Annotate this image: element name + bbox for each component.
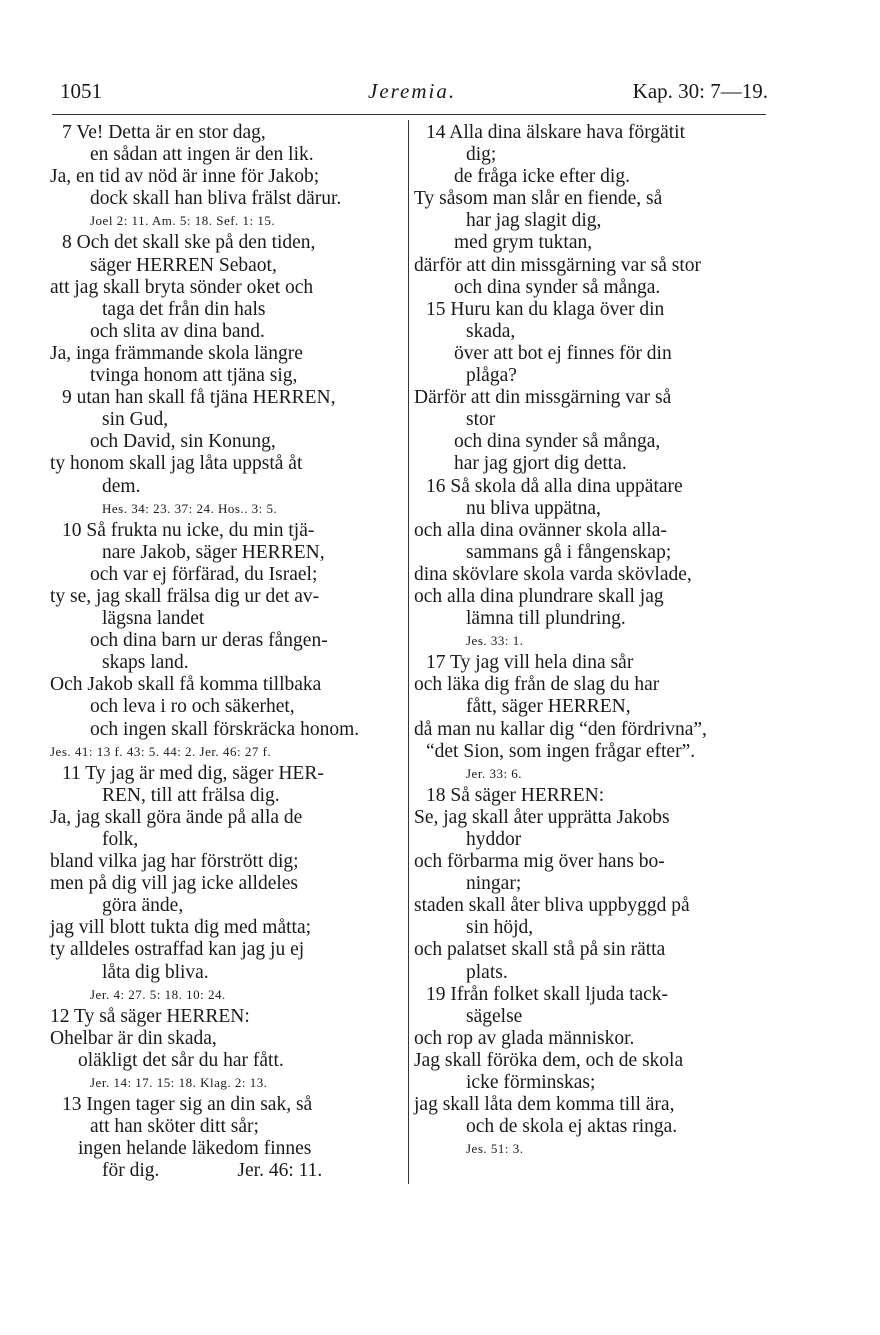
text-line: sin Gud, [102, 409, 169, 431]
text-line: Jag skall föröka dem, och de skola [414, 1049, 684, 1071]
text-line: 14 Alla dina älskare hava förgätit [426, 122, 686, 143]
text-line: dig; [466, 144, 497, 166]
text-line: plats. [466, 961, 508, 983]
text-line: göra ände, [102, 895, 184, 917]
text-line: staden skall åter bliva uppbyggd på [414, 895, 690, 917]
text-line: oläkligt det sår du har fått. [78, 1049, 284, 1071]
text-line: Ja, en tid av nöd är inne för Jakob; [50, 166, 320, 188]
text-line: Hes. 34: 23. 37: 24. Hos.. 3: 5. [102, 500, 278, 516]
text-line: Jes. 33: 1. [466, 633, 524, 649]
text-line: Ohelbar är din skada, [50, 1027, 217, 1049]
text-line: 17 Ty jag vill hela dina sår [426, 652, 634, 674]
page-number: 1051 [60, 79, 102, 103]
text-line: taga det från din hals [102, 298, 266, 320]
text-line: och palatset skall stå på sin rätta [414, 939, 666, 961]
text-line: nare Jakob, säger HERREN, [102, 541, 325, 563]
text-line: dem. [102, 475, 141, 497]
text-line: sin höjd, [466, 917, 534, 939]
text-line: därför att din missgärning var så stor [414, 254, 702, 276]
text-line: lägsna landet [102, 608, 205, 630]
text-line: lämna till plundring. [466, 608, 626, 630]
text-line: dock skall han bliva frälst därur. [90, 188, 342, 210]
text-line: 12 Ty så säger HERREN: [50, 1005, 250, 1027]
text-line: icke förminskas; [466, 1072, 596, 1094]
text-line: 8 Och det skall ske på den tiden, [62, 232, 316, 254]
text-line: en sådan att ingen är den lik. [90, 144, 314, 166]
text-line: 10 Så frukta nu icke, du min tjä- [62, 519, 315, 541]
text-line: nu bliva uppätna, [466, 497, 601, 519]
left-column [50, 122, 402, 1183]
text-line: säger HERREN Sebaot, [90, 254, 277, 276]
text-line: Joel 2: 11. Am. 5: 18. Sef. 1: 15. [90, 213, 276, 229]
text-line: då man nu kallar dig “den fördrivna”, [414, 718, 707, 740]
text-line: fått, säger HERREN, [466, 696, 631, 718]
text-line: sammans gå i fångenskap; [466, 541, 672, 563]
text-line: Jer. 14: 17. 15: 18. Klag. 2: 13. [90, 1075, 268, 1091]
text-line: 11 Ty jag är med dig, säger HER- [62, 762, 324, 784]
text-line: och dina barn ur deras fången- [90, 630, 328, 652]
text-line: för dig. Jer. 46: 11. [102, 1160, 323, 1182]
text-line: och förbarma mig över hans bo- [414, 851, 665, 873]
text-line: hyddor [466, 829, 522, 850]
text-line: låta dig bliva. [102, 961, 209, 983]
text-line: med grym tuktan, [454, 232, 593, 254]
text-line: skaps land. [102, 652, 189, 674]
text-line: Därför att din missgärning var så [414, 387, 672, 409]
text-line: 16 Så skola då alla dina uppätare [426, 475, 683, 497]
text-line: sägelse [466, 1005, 523, 1027]
text-line: dina skövlare skola varda skövlade, [414, 563, 692, 585]
text-line: stor [466, 409, 496, 431]
text-line: “det Sion, som ingen frågar efter”. [426, 740, 696, 762]
text-line: folk, [102, 829, 139, 850]
text-line: och ingen skall förskräcka honom. [90, 718, 360, 740]
text-line: Ty såsom man slår en fiende, så [414, 188, 663, 210]
text-line: jag skall låta dem komma till ära, [414, 1094, 675, 1116]
text-line: 7 Ve! Detta är en stor dag, [62, 122, 266, 143]
text-line: ty alldeles ostraffad kan jag ju ej [50, 939, 305, 961]
text-line: att han sköter ditt sår; [90, 1116, 259, 1138]
text-line: 15 Huru kan du klaga över din [426, 298, 665, 320]
text-line: skada, [466, 320, 516, 342]
text-line: och var ej förfärad, du Israel; [90, 563, 318, 585]
text-line: Ja, inga främmande skola längre [50, 342, 303, 364]
column-divider [408, 120, 409, 1184]
text-line: 13 Ingen tager sig an din sak, så [62, 1094, 313, 1116]
text-line: och slita av dina band. [90, 320, 265, 342]
text-line: har jag gjort dig detta. [454, 453, 627, 475]
chapter-reference: Kap. 30: 7—19. [632, 79, 768, 103]
text-line: Jes. 41: 13 f. 43: 5. 44: 2. Jer. 46: 27 f. [50, 743, 272, 759]
text-line: Jer. 4: 27. 5: 18. 10: 24. [90, 986, 226, 1002]
text-line: jag vill blott tukta dig med måtta; [50, 917, 312, 939]
text-line: 19 Ifrån folket skall ljuda tack- [426, 983, 669, 1005]
text-line: men på dig vill jag icke alldeles [50, 873, 299, 895]
text-line: och alla dina plundrare skall jag [414, 585, 664, 607]
text-line: och rop av glada människor. [414, 1027, 635, 1049]
text-line: och de skola ej aktas ringa. [466, 1116, 678, 1138]
text-line: ty honom skall jag låta uppstå åt [50, 453, 303, 475]
text-line: över att bot ej finnes för din [454, 342, 672, 364]
text-line: Och Jakob skall få komma tillbaka [50, 674, 322, 696]
text-line: plåga? [466, 365, 517, 387]
header-rule [52, 114, 766, 115]
text-line: och dina synder så många. [454, 276, 661, 298]
text-line: 9 utan han skall få tjäna HERREN, [62, 387, 336, 409]
text-line: tvinga honom att tjäna sig, [90, 365, 298, 387]
right-column [414, 122, 770, 1160]
text-line: REN, till att frälsa dig. [102, 784, 280, 806]
text-line: Se, jag skall åter upprätta Jakobs [414, 806, 670, 828]
text-line: och alla dina ovänner skola alla- [414, 519, 667, 541]
text-line: har jag slagit dig, [466, 210, 602, 232]
text-line: Ja, jag skall göra ände på alla de [50, 806, 303, 828]
text-line: och läka dig från de slag du har [414, 674, 660, 696]
text-line: och dina synder så många, [454, 431, 661, 453]
text-line: och David, sin Konung, [90, 431, 276, 453]
text-line: ingen helande läkedom finnes [78, 1138, 312, 1160]
text-line: ty se, jag skall frälsa dig ur det av- [50, 585, 320, 607]
text-line: Jer. 33: 6. [466, 765, 523, 781]
text-line: bland vilka jag har förstrött dig; [50, 851, 299, 873]
text-line: ningar; [466, 873, 522, 895]
text-line: de fråga icke efter dig. [454, 166, 630, 188]
text-line: att jag skall bryta sönder oket och [50, 276, 314, 298]
text-line: och leva i ro och säkerhet, [90, 696, 295, 718]
text-line: 18 Så säger HERREN: [426, 784, 605, 806]
text-line: Jes. 51: 3. [466, 1141, 524, 1157]
book-title: Jeremia. [368, 79, 457, 103]
